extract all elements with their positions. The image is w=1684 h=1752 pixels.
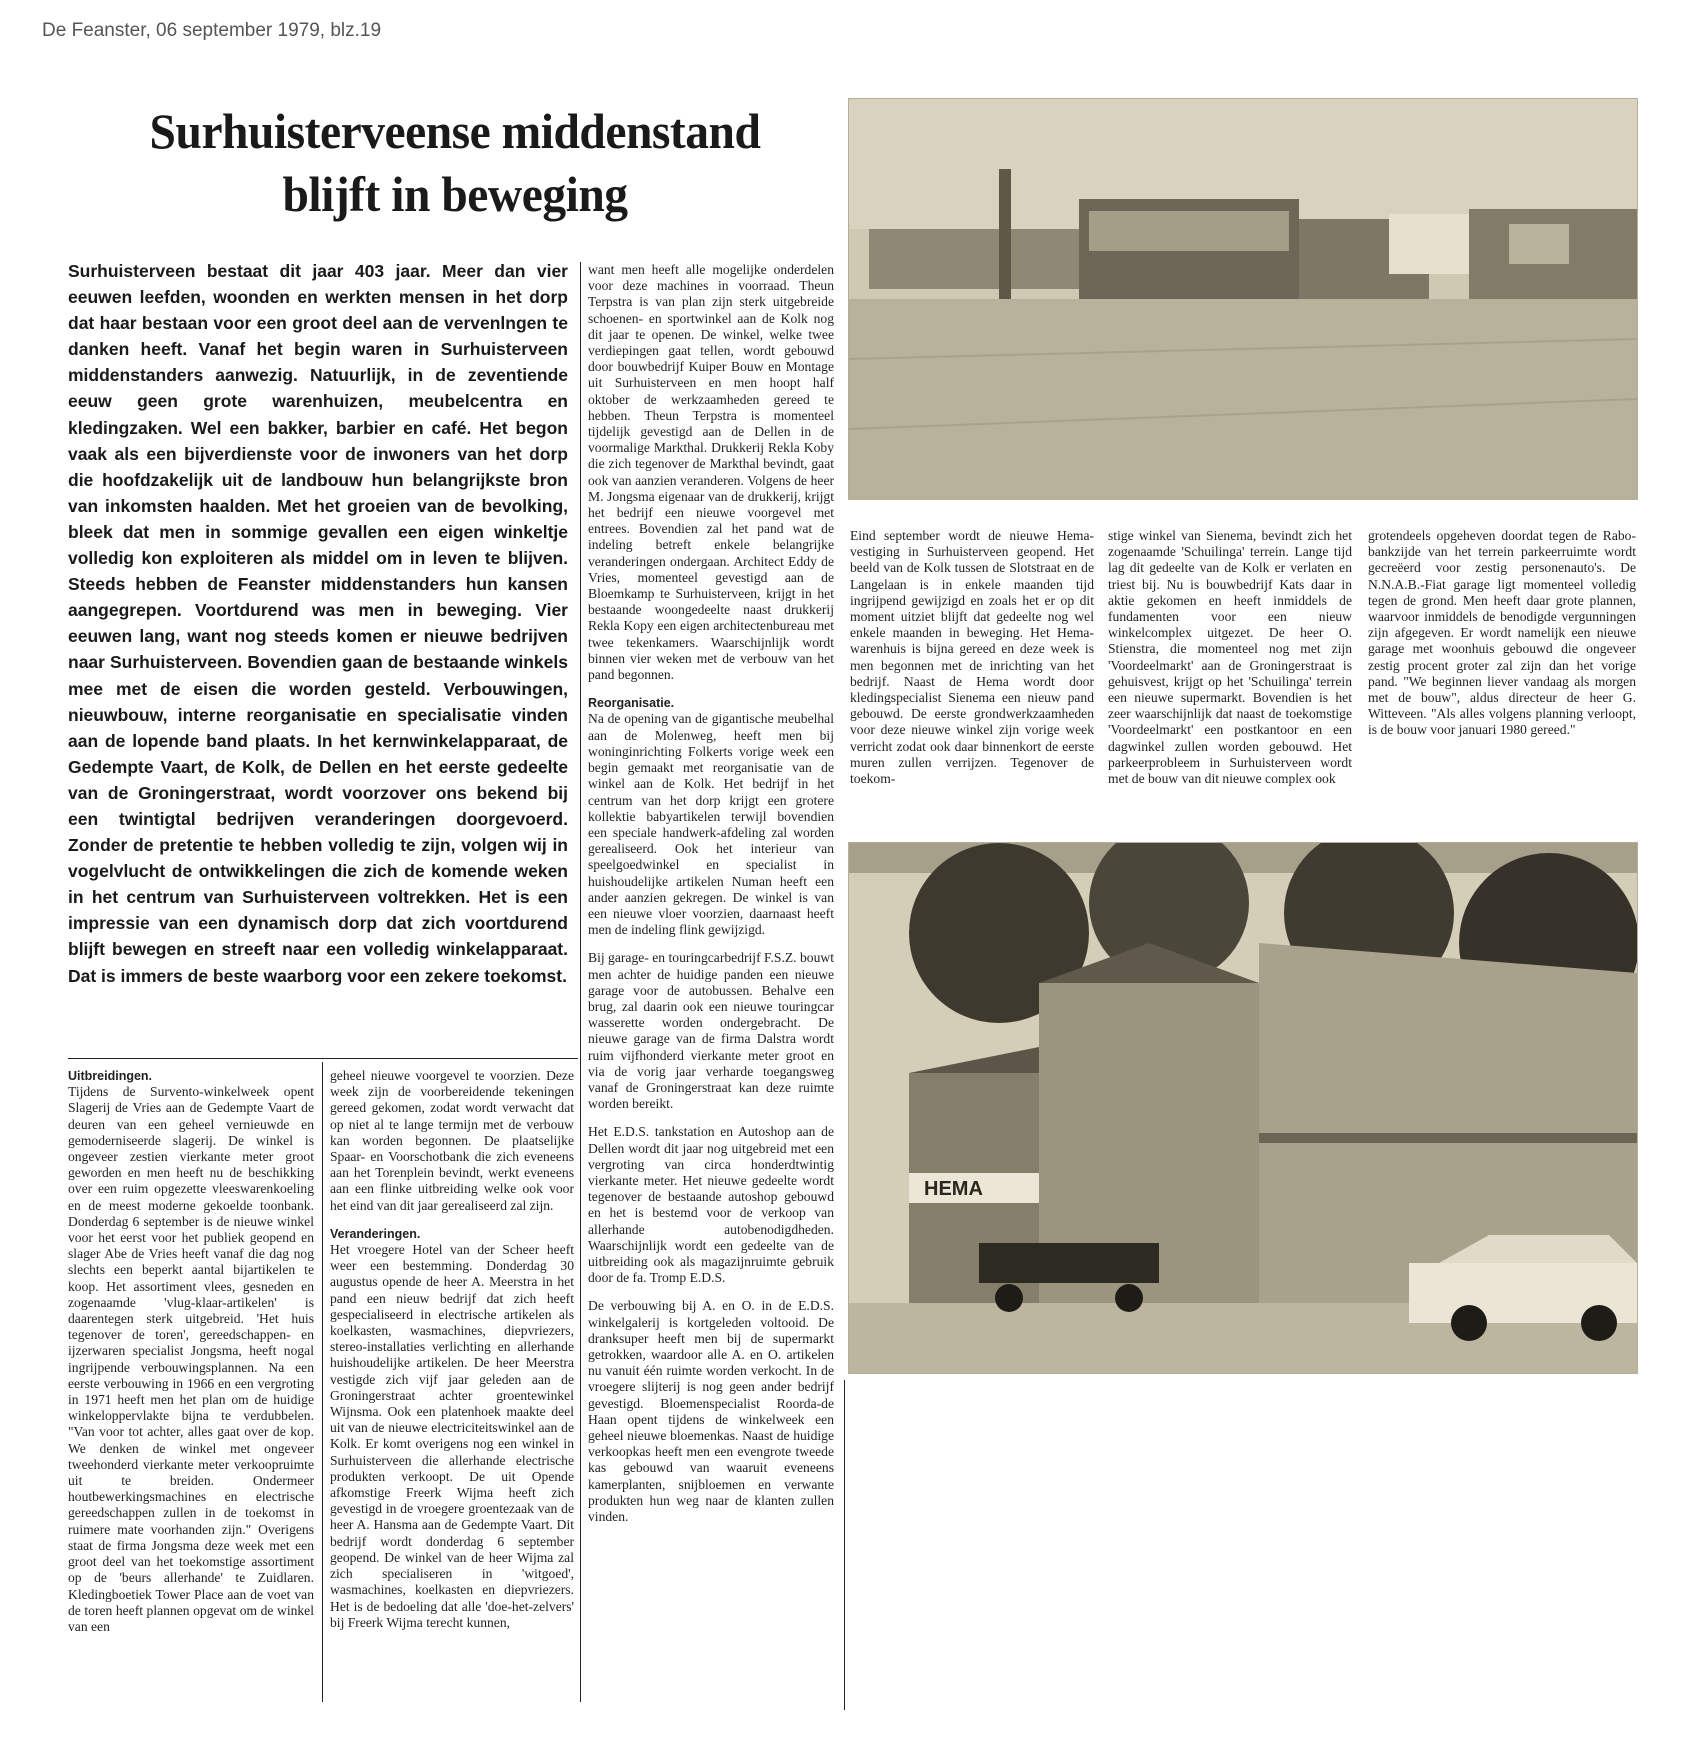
column-rule (844, 1380, 845, 1710)
column-rule (68, 1058, 578, 1059)
column-fiat-garage (1368, 528, 1636, 828)
column-hema (850, 528, 1094, 828)
section-heading-veranderingen: Veranderingen. (330, 1226, 421, 1241)
column-text: De verbouwing bij A. en O. in de E.D.S. winkelgalerij is kortgeleden voltooid. De dranksuper heeft men bij de supermarkt getrokken, waardoor alle A. en O. artikelen nu vanuit één ruimte worden verkocht. In de vroegere slijterij is nog geen ander bedrijf gevestigd. Bloemenspecialist Roorda-de Haan opent tijdens de winkelweek een geheel nieuwe bloemenkas. Naast de huidige verkoopkas heeft men een evengrote tweede kas gebouwd van waaruit eveneens kamerplanten, snijbloemen en verwante produkten hun weg naar de klanten zullen vinden. (588, 1298, 834, 1525)
column-text: want men heeft alle mogelijke onderdelen voor deze machines in voorraad. Theun Terpstra is van plan zijn sterk uitgebreide schoenen- en sportwinkel aan de Kolk nog dit jaar te openen. De winkel, welke twee verdiepingen gaat tellen, wordt gebouwd door bouwbedrijf Kuiper Bouw en Montage uit Surhuisterveen en men hoopt half oktober de werkzaamheden gereed te hebben. Theun Terpstra is momenteel tijdelijk gevestigd aan de Dellen in de voormalige Markthal. Drukkerij Rekla Koby die zich tegenover de Markthal bevindt, gaat ook van aanzien veranderen. Volgens de heer M. Jongsma eigenaar van de drukkerij, krijgt het bedrijf een nieuwe voorgevel met entrees. Bovendien zal het pand wat de indeling betreft enkele belangrijke veranderingen ondergaan. Architect Eddy de Vries, momenteel gevestigd aan de Bloemkamp te Surhuisterveen, krijgt in het bestaande woongedeelte naast drukkerij Rekla Kopy een eigen architectenbureau met twee tekenkamers. Waarschijnlijk wordt binnen vier weken met de verbouw van het pand begonnen. (588, 262, 834, 683)
column-veranderingen (330, 1068, 574, 1702)
column-uitbreidingen (68, 1068, 314, 1702)
photo-construction-site-image (849, 99, 1637, 499)
source-caption: De Feanster, 06 september 1979, blz.19 (42, 20, 382, 41)
photo-construction-site (848, 98, 1638, 500)
column-text: grotendeels opgeheven doordat tegen de Rabo-bankzijde van het terrein parkeerruimte wordt gecreëerd voor zestig personenauto's. De N.N.A.B.-Fiat garage ligt momenteel volledig tegen de grond. Men heeft daar grote plannen, waarvoor inmiddels de benodigde vergunningen zijn afgegeven. Er wordt namelijk een nieuwe garage met woonhuis gebouwd die ongeveer zestig procent groter zal zijn dan het vorige pand. "We beginnen liever vandaag als morgen met de bouw", aldus directeur de heer G. Witteveen. "Als alles volgens planning verloopt, is de bouw voor januari 1980 gereed." (1368, 528, 1636, 738)
column-reorganisatie (588, 262, 834, 1704)
column-rule (580, 262, 581, 1702)
headline-line-1: Surhuisterveense middenstand (149, 103, 761, 159)
column-schuilinga (1108, 528, 1352, 828)
column-text: Het vroegere Hotel van der Scheer heeft weer een bestemming. Donderdag 30 augustus opende de heer A. Meerstra in het pand een nieuw bedrijf dat zich heeft gespecialiseerd in electrische artikelen als koelkasten, wasmachines, diepvriezers, stereo-installaties verlichting en allerhande huishoudelijke artikelen. De heer Meerstra vestigde zich vijf jaar geleden aan de Groningerstraat achter groentewinkel Wijnsma. Ook een platenhoek maakte deel uit van de nieuwe electriciteitswinkel aan de Kolk. Er komt overigens nog een winkel in Surhuisterveen die allerhande electrische produkten verkoopt. De uit Opende afkomstige Freerk Wijma heeft zich gevestigd in de vroegere groentezaak van de heer A. Hansma aan de Gedempte Vaart. Dit bedrijf wordt donderdag 6 september geopend. De winkel van de heer Wijma zal zich specialiseren in 'witgoed', wasmachines, koelkasten en diepvriezers. Het is de bedoeling dat alle 'doe-het-zelvers' bij Freerk Wijma terecht kunnen, (330, 1242, 574, 1630)
section-heading-uitbreidingen: Uitbreidingen. (68, 1069, 153, 1083)
photo-hema-building (848, 842, 1638, 1374)
column-text: geheel nieuwe voorgevel te voorzien. Deze week zijn de voorbereidende tekeningen gereed gekomen, zodat wordt verwacht dat op niet al te lange termijn met de verbouw kan worden begonnen. De plaatselijke Spaar- en Voorschotbank die zich eveneens aan het Torenplein bevindt, werkt eveneens aan een flinke uitbreiding welke ook voor het eind van dit jaar gerealiseerd zal zijn. (330, 1068, 574, 1213)
section-heading-reorganisatie: Reorganisatie. (588, 696, 675, 711)
headline (80, 100, 831, 225)
column-text: Eind september wordt de nieuwe Hema-vestiging in Surhuisterveen geopend. Het beeld van de Kolk tussen de Slotstraat en de Langelaan is in enkele maanden tijd ingrijpend gewijzigd en zoals het er op dit moment uitziet blijft dat gedeelte nog wel enkele maanden in beweging. Het Hema-warenhuis is bijna gereed en deze week is men begonnen met de inrichting van het bedrijf. Naast de Hema wordt door kledingspecialist Sienema een nieuw pand gebouwd. De eerste grondwerkzaamheden voor deze nieuwe winkel zijn vorige week verricht zodat ook daar binnenkort de eerste muren zullen verrijzen. Tegenover de toekom- (850, 528, 1094, 787)
column-rule (322, 1062, 323, 1702)
column-text: Tijdens de Survento-winkelweek opent Slagerij de Vries aan de Gedempte Vaart de deuren van een geheel vernieuwde en gemoderniseerde slagerij. De winkel is ongeveer zestien vierkante meter groot geworden en men heeft nu de beschikking over een ruim opgezette vleeswarenkoeling en de meest moderne gekoelde toonbank. Donderdag 6 september is de nieuwe winkel voor het eerst voor het publiek geopend en slager Abe de Vries heeft vanaf die dag nog slechts een beperkt aantal bijartikelen te koop. Het assortiment vlees, gesneden en zogenaamde 'vlug-klaar-artikelen' is daarentegen sterk uitgebreid. 'Het huis tegenover de toren', gereedschappen- en ijzerwaren specialist Jongsma, heeft nogal ingrijpende verbouwingsplannen. Na een eerste verbouwing in 1966 en een vergroting in 1971 heeft men het plan om de huidige winkeloppervlakte bijna te verdubbelen. "Van voor tot achter, alles gaat over de kop. We denken de winkel met ongeveer tweehonderd vierkante meter verkoopruimte uit te breiden. Ondermeer houtbewerkingsmachines en electrische gereedschappen zullen in de toekomst in ruimere mate voorhanden zijn." Overigens staat de firma Jongsma deze week met een groot deel van het toekomstige assortiment op de 'beurs allerhande' te Zuidlaren. Kledingboetiek Tower Place aan de voet van de toren heeft plannen opgevat om de winkel van een (68, 1084, 314, 1634)
column-text: Bij garage- en touringcarbedrijf F.S.Z. bouwt men achter de huidige panden een nieuwe garage voor de autobussen. Behalve een brug, zal daarin ook een nieuwe touringcar wasserette worden ondergebracht. De nieuwe garage van de firma Dalstra wordt ruim vijfhonderd vierkante meter groot en via de vorig jaar verharde toegangsweg vanaf de Groningerstraat kan deze ruimte worden bereikt. (588, 950, 834, 1112)
column-text: Het E.D.S. tankstation en Autoshop aan de Dellen wordt dit jaar nog uitgebreid met een vergroting van circa honderdtwintig vierkante meter. Het nieuwe gedeelte wordt tegenover de bestaande autoshop gebouwd en het is bestemd voor de verkoop van allerhande autobenodigdheden. Waarschijnlijk wordt een gedeelte van de uitbreiding ook als magazijnruimte gebruik door de fa. Tromp E.D.S. (588, 1124, 834, 1286)
headline-line-2: blijft in beweging (282, 165, 628, 222)
hema-sign: HEMA (924, 1178, 983, 1200)
photo-hema-building-image (849, 843, 1637, 1373)
column-text: stige winkel van Sienema, bevindt zich het zogenaamde 'Schuilinga' terrein. Lange tijd lag dit gedeelte van de Kolk er verlaten en triest bij. Nu is bouwbedrijf Kats daar in aktie gekomen en heeft inmiddels de fundamenten voor een nieuw winkelcomplex uitgezet. De heer O. Stienstra, die momenteel nog met zijn 'Voordeelmarkt' aan de Groningerstraat is gehuisvest, krijgt op het 'Schuilinga' terrein een nieuwe supermarkt. Bovendien is het zeer waarschijnlijk dat naast de toekomstige 'Voordeelmarkt' een postkantoor en een dagwinkel zullen worden gebouwd. Het parkeerprobleem in Surhuisterveen wordt met de bouw van dit nieuwe complex ook (1108, 528, 1352, 787)
column-text: Na de opening van de gigantische meubelhal aan de Molenweg, heeft men bij woninginrichting Folkerts vorige week een begin gemaakt met reorganisatie van de winkel aan de Kolk. Het bedrijf in het centrum van het dorp krijgt een grotere kollektie babyartikelen terwijl bovendien een speciale handwerk-afdeling zal worden gerealiseerd. Ook het interieur van speelgoedwinkel en specialist in huishoudelijke artikelen Numan heeft een ander aanzien gekregen. De winkel is van een nieuwe vloer voorzien, daarnaast heeft men de indeling flink gewijzigd. (588, 711, 834, 938)
intro-paragraph: Surhuisterveen bestaat dit jaar 403 jaar. Meer dan vier eeuwen leefden, woonden en werkten mensen in het dorp dat haar bestaan voor een groot deel aan de vervenlngen te danken heeft. Vanaf het begin waren in Surhuisterveen middenstanders aanwezig. Natuurlijk, in de zeventiende eeuw geen grote warenhuizen, meubelcentra en kledingzaken. Wel een bakker, barbier en café. Het begon vaak als een bijverdienste voor de inwoners van het dorp die hoofdzakelijk uit de landbouw hun belangrijkste bron van inkomsten haalden. Met het groeien van de bevolking, bleek dat men in sommige gevallen een eigen winkeltje volledig kon exploiteren als middel om in leven te blijven. Steeds hebben de Feanster middenstanders hun kansen aangegrepen. Voortdurend was men in beweging. Vier eeuwen lang, want nog steeds komen er nieuwe bedrijven naar Surhuisterveen. Bovendien gaan de bestaande winkels mee met de eisen die worden gesteld. Verbouwingen, nieuwbouw, interne reorganisatie en specialisatie vinden aan de lopende band plaats. In het kernwinkelapparaat, de Gedempte Vaart, de Kolk, de Dellen en het eerste gedeelte van de Groningerstraat, wordt voorzover ons bekend bij een twintigtal bedrijven veranderingen doorgevoerd. Zonder de pretentie te hebben volledig te zijn, volgen wij in vogelvlucht de ontwikkelingen die zich de komende weken in het centrum van Surhuisterveen voltrekken. Het is een impressie van een dynamisch dorp dat zich voortdurend blijft bewegen en streeft naar een volledig winkelapparaat. Dat is immers de beste waarborg voor een zekere toekomst. (68, 261, 568, 986)
